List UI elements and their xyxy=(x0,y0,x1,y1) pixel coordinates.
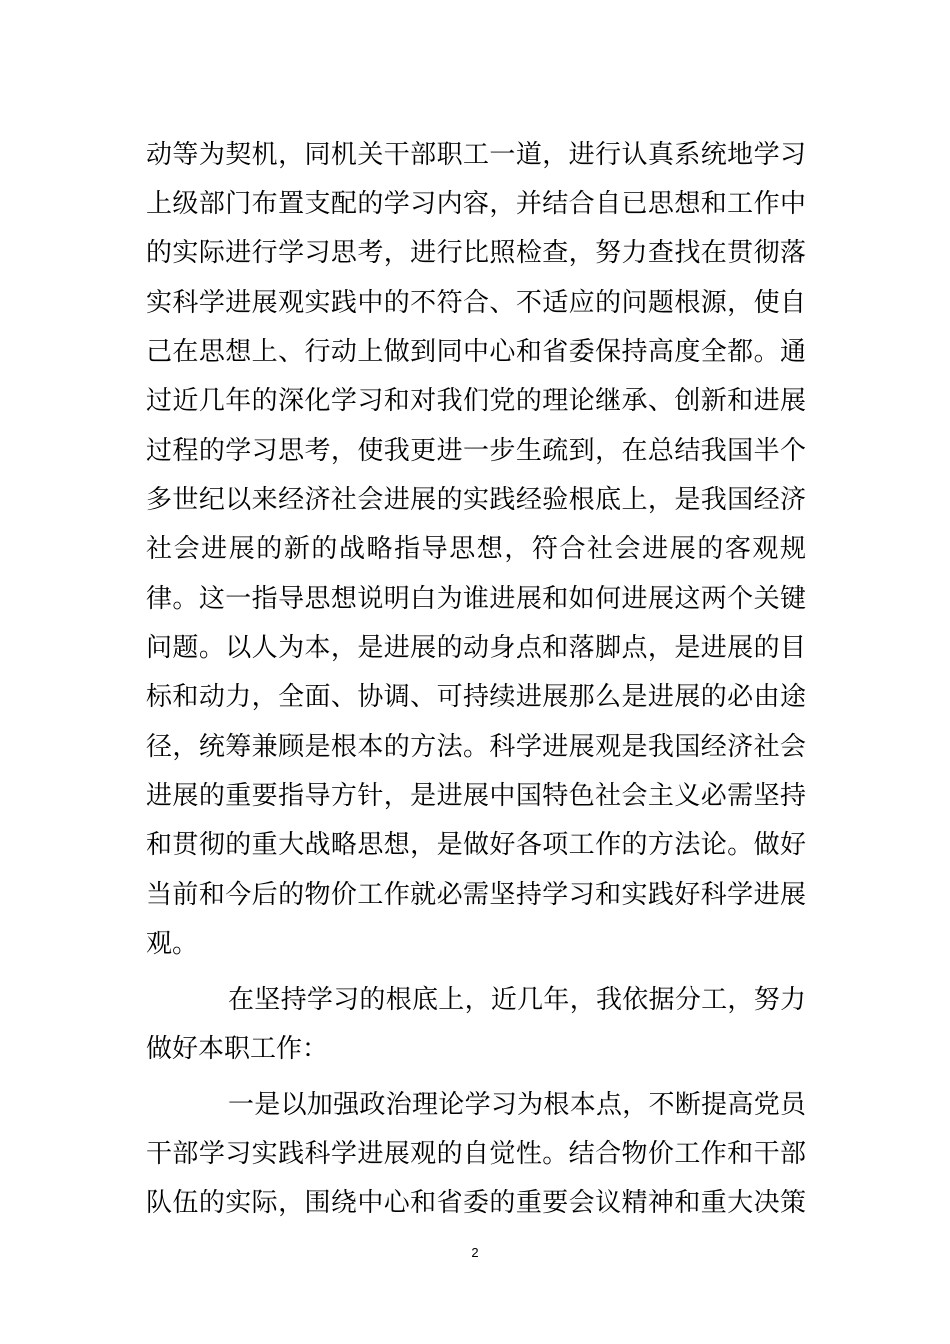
text-line-13: 径，统筹兼顾是根本的方法。科学进展观是我国经济社会 xyxy=(146,732,806,762)
text-line-9: 社会进展的新的战略指导思想，符合社会进展的客观规 xyxy=(146,534,806,564)
page-number: 2 xyxy=(471,1245,479,1260)
text-line-10: 律。这一指导思想说明白为谁进展和如何进展这两个关键 xyxy=(146,584,806,614)
text-line-4: 实科学进展观实践中的不符合、不适应的问题根源，使自 xyxy=(146,288,806,318)
text-line-6: 过近几年的深化学习和对我们党的理论继承、创新和进展 xyxy=(146,386,806,416)
text-line-19: 做好本职工作： xyxy=(146,1034,329,1064)
text-line-5: 己在思想上、行动上做到同中心和省委保持高度全都。通 xyxy=(146,337,806,367)
text-line-2: 上级部门布置支配的学习内容，并结合自已思想和工作中 xyxy=(146,189,806,219)
text-line-22: 队伍的实际，围绕中心和省委的重要会议精神和重大决策 xyxy=(146,1188,806,1218)
text-line-17: 观。 xyxy=(146,929,199,959)
text-line-11: 问题。以人为本，是进展的动身点和落脚点，是进展的目 xyxy=(146,633,806,663)
text-line-21: 干部学习实践科学进展观的自觉性。结合物价工作和干部 xyxy=(146,1139,806,1169)
text-line-12: 标和动力，全面、协调、可持续进展那么是进展的必由途 xyxy=(146,682,806,712)
text-line-8: 多世纪以来经济社会进展的实践经验根底上，是我国经济 xyxy=(146,485,806,515)
paragraph-start-line: 在坚持学习的根底上，近几年，我依据分工，努力 xyxy=(228,985,806,1015)
text-line-16: 当前和今后的物价工作就必需坚持学习和实践好科学进展 xyxy=(146,880,806,910)
text-line-3: 的实际进行学习思考，进行比照检查，努力查找在贯彻落 xyxy=(146,238,806,268)
paragraph-start-line: 一是以加强政治理论学习为根本点，不断提高党员 xyxy=(228,1090,806,1120)
text-line-1: 动等为契机，同机关干部职工一道，进行认真系统地学习 xyxy=(146,140,806,170)
text-line-7: 过程的学习思考，使我更进一步生疏到，在总结我国半个 xyxy=(146,436,806,466)
text-line-14: 进展的重要指导方针，是进展中国特色社会主义必需坚持 xyxy=(146,781,806,811)
text-line-15: 和贯彻的重大战略思想，是做好各项工作的方法论。做好 xyxy=(146,830,806,860)
